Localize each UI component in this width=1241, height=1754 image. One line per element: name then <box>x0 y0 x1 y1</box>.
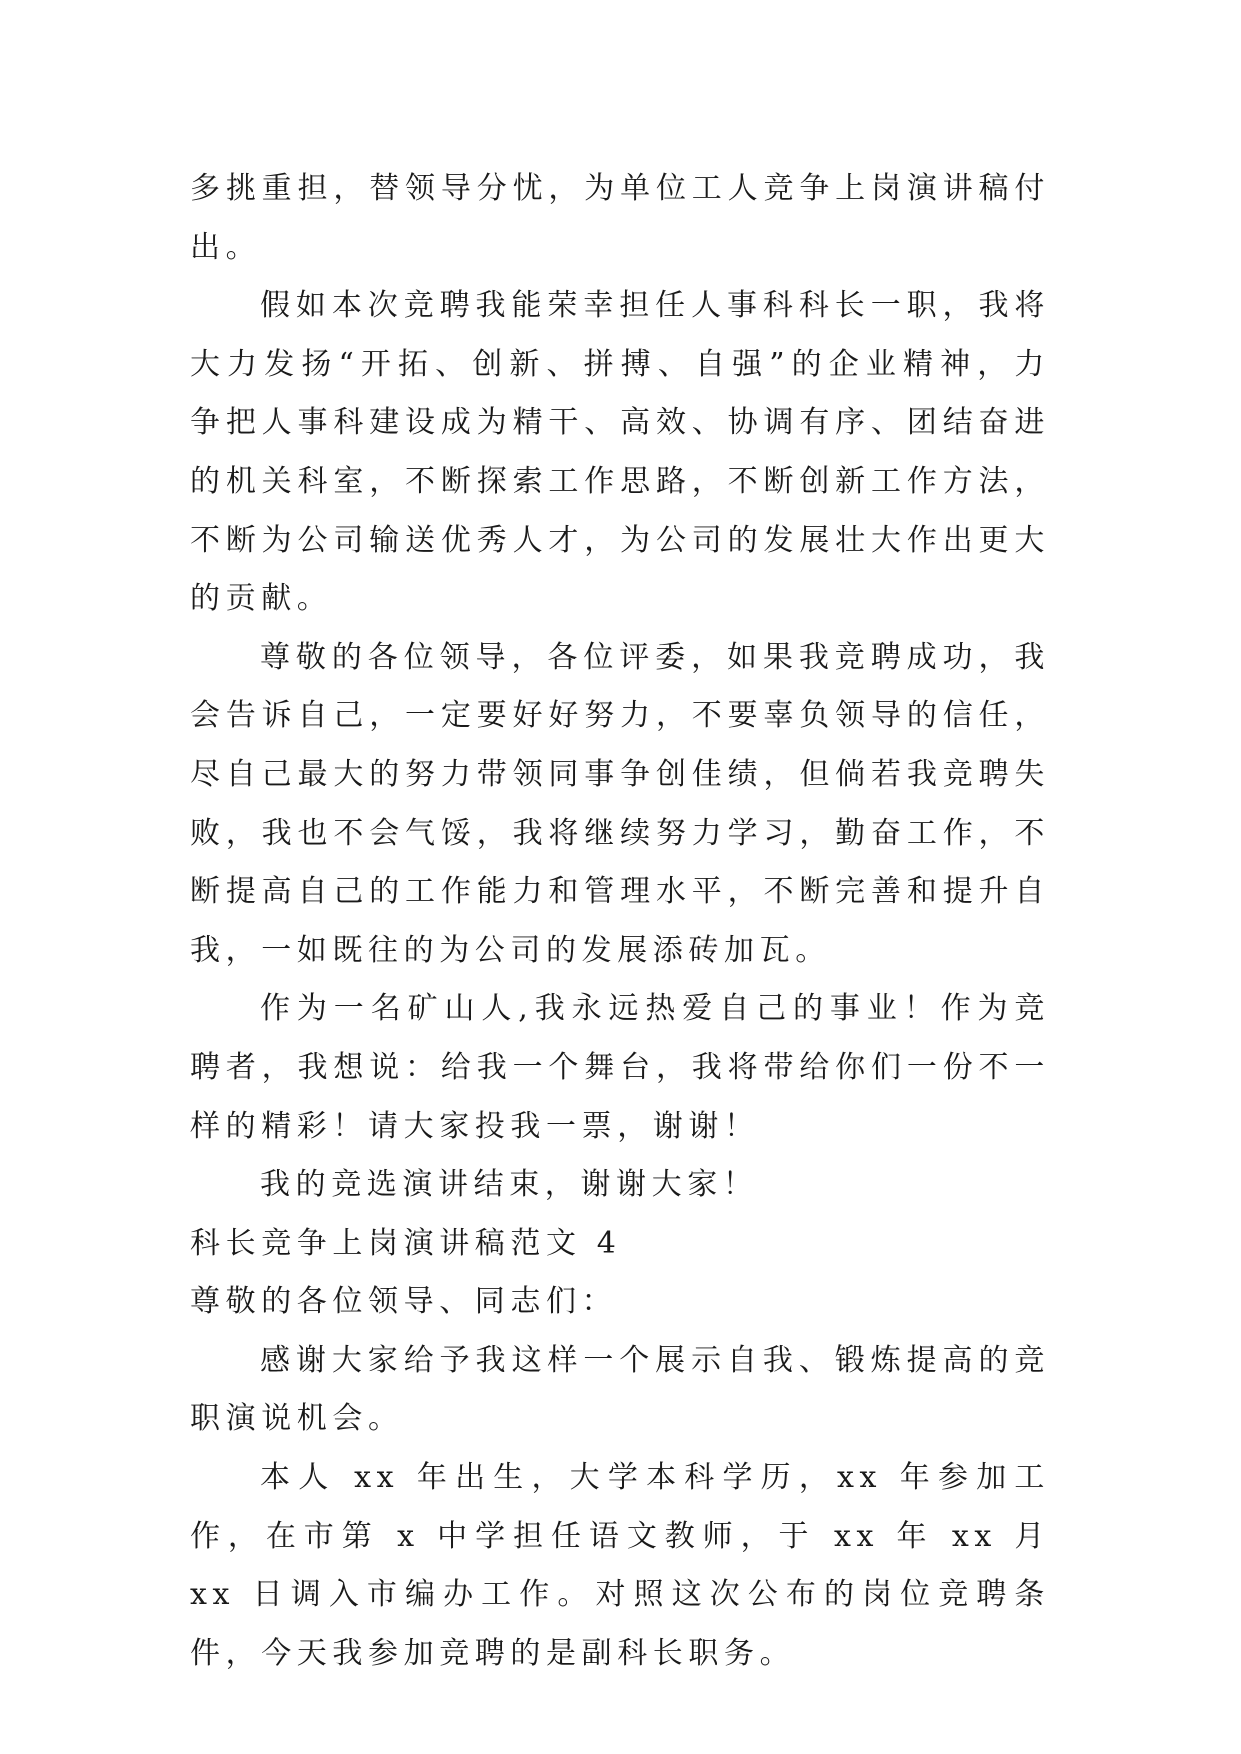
paragraph-self-introduction: 本人 xx 年出生，大学本科学历，xx 年参加工作，在市第 x 中学担任语文教师，于 xx 年 xx 月 xx 日调入市编办工作。对照这次公布的岗位竞聘条件，今天我参加竞聘的是副科长职务。 <box>190 1460 1050 1671</box>
paragraph-opening-thanks: 感谢大家给予我这样一个展示自我、锻炼提高的竞职演说机会。 <box>190 1342 1050 1437</box>
paragraph-commitment: 尊敬的各位领导，各位评委，如果我竞聘成功，我会告诉自己，一定要好好努力，不要辜负领导的信任，尽自己最大的努力带领同事争创佳绩，但倘若我竞聘失败，我也不会气馁，我将继续努力学习，勤奋工作，不断提高自己的工作能力和管理水平，不断完善和提升自我，一如既往的为公司的发展添砖加瓦。 <box>190 639 1050 968</box>
salutation: 尊敬的各位领导、同志们： <box>190 1284 618 1320</box>
section-title: 科长竞争上岗演讲稿范文 4 <box>190 1225 622 1261</box>
paragraph-closing-appeal: 作为一名矿山人,我永远热爱自己的事业！作为竞聘者，我想说：给我一个舞台，我将带给你们一份不一样的精彩！请大家投我一票，谢谢！ <box>190 991 1050 1144</box>
paragraph-appointment-plan: 假如本次竞聘我能荣幸担任人事科科长一职，我将大力发扬“开拓、创新、拼搏、自强”的企业精神，力争把人事科建设成为精干、高效、协调有序、团结奋进的机关科室，不断探索工作思路，不断创新工作方法，不断为公司输送优秀人才，为公司的发展壮大作出更大的贡献。 <box>190 288 1050 617</box>
paragraph-thanks: 我的竞选演讲结束，谢谢大家！ <box>260 1167 759 1203</box>
paragraph-continuation: 多挑重担，替领导分忧，为单位工人竞争上岗演讲稿付出。 <box>190 171 1050 265</box>
document-body <box>190 160 1050 1683</box>
